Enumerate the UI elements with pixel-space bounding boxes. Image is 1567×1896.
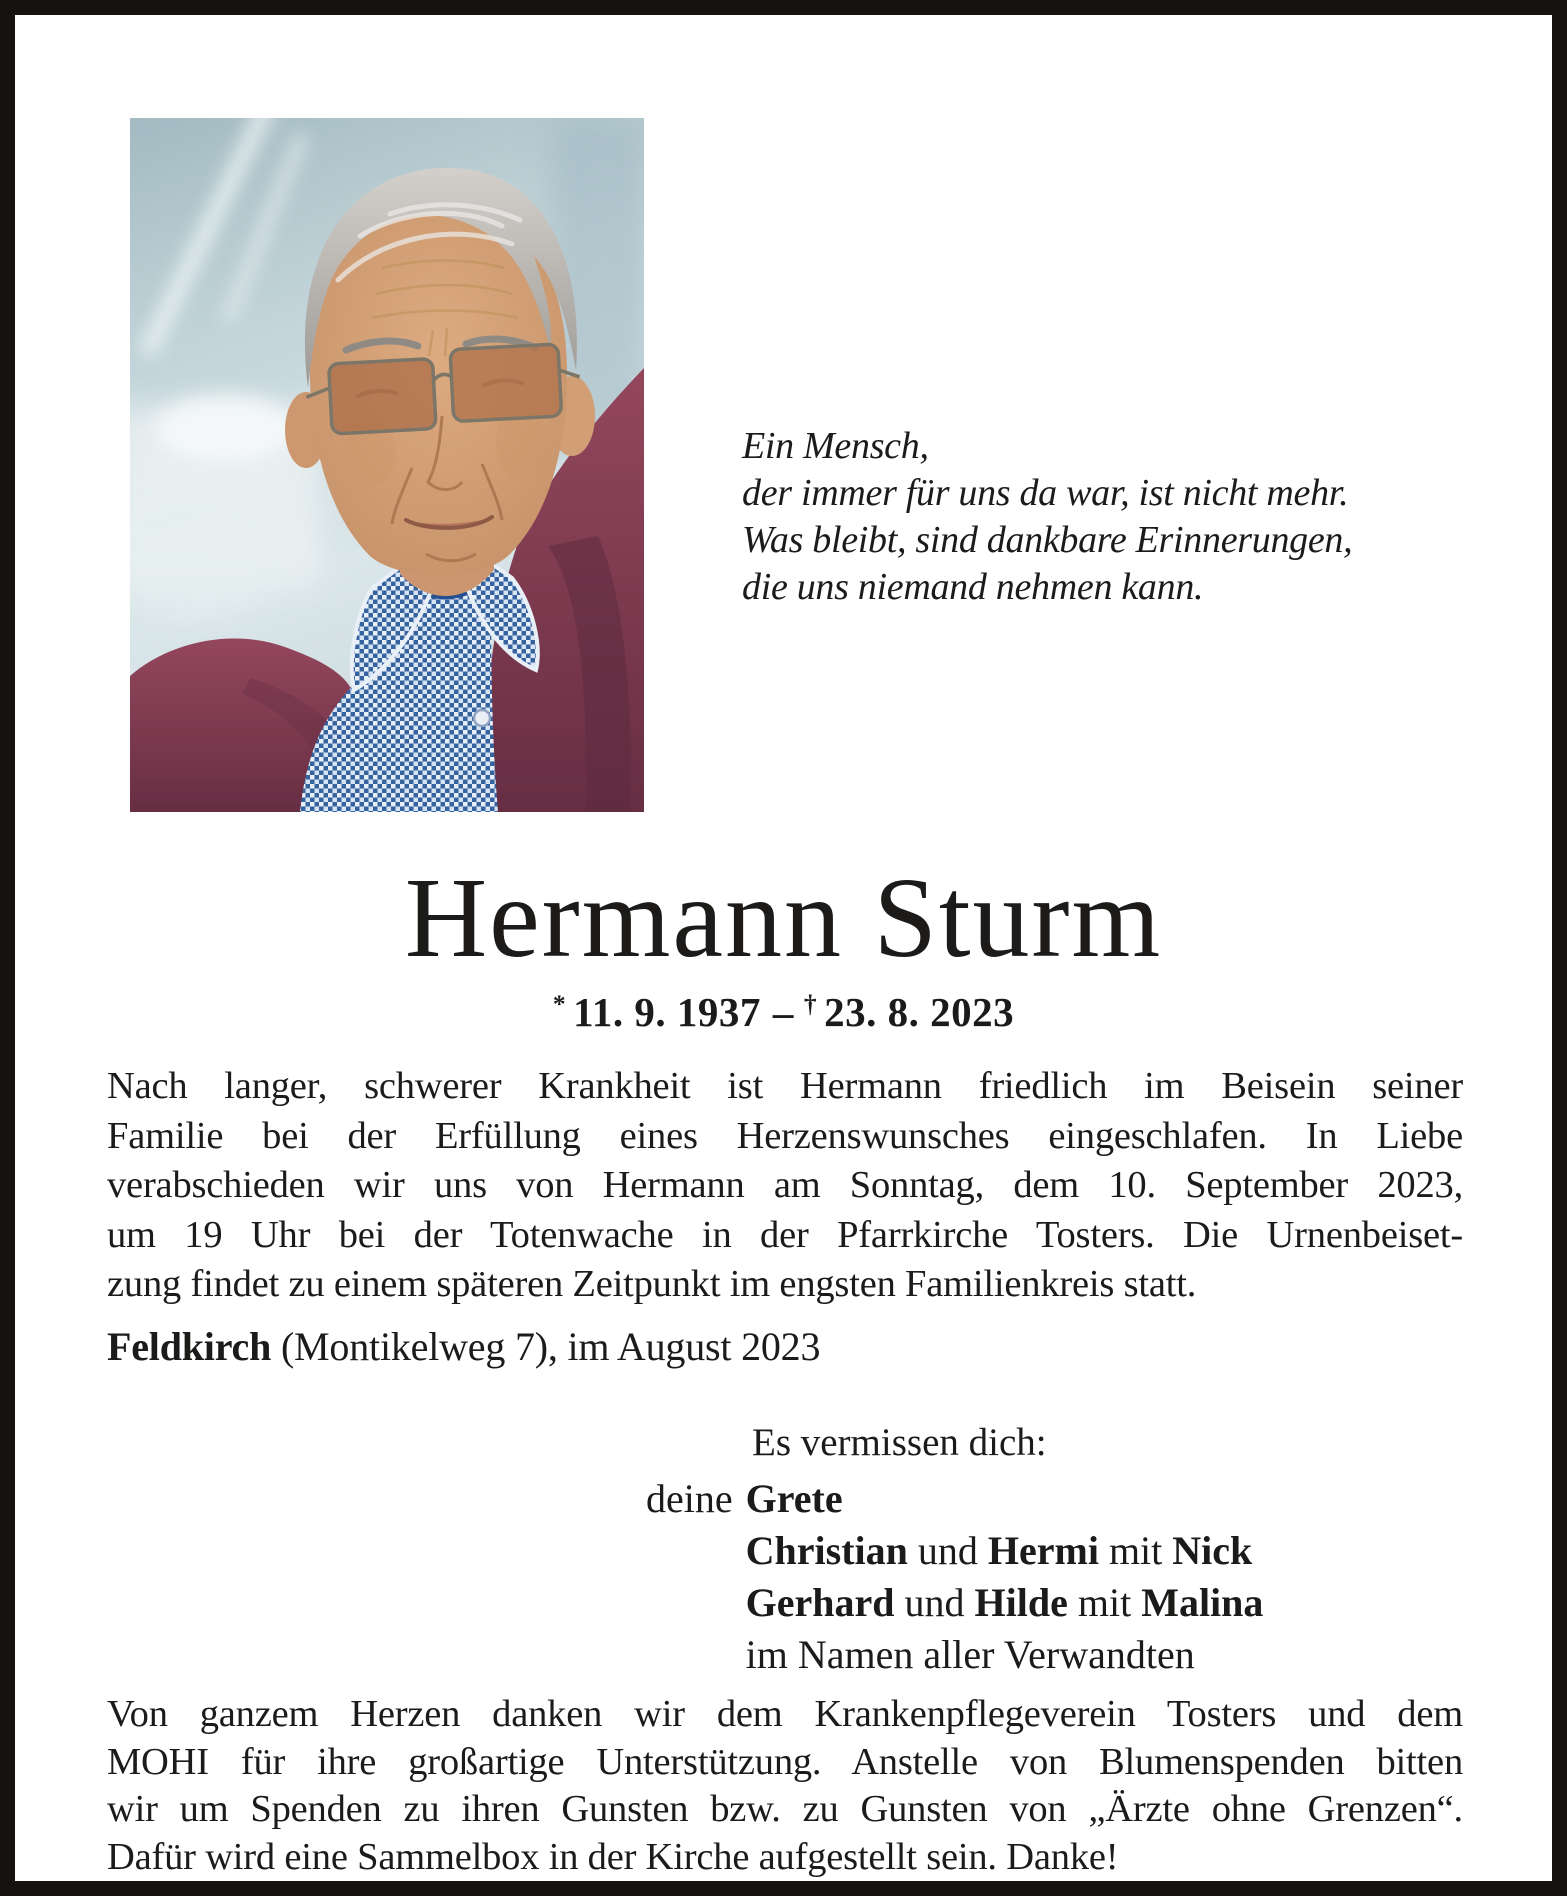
mourners-list bbox=[646, 1473, 1263, 1681]
text-line: der immer für uns da war, ist nicht mehr. bbox=[742, 472, 1349, 514]
text-line: wir um Spenden zu ihren Gunsten bzw. zu Gunsten von „Ärzte ohne Grenzen“. bbox=[107, 1788, 1463, 1830]
birth-date: 11. 9. 1937 bbox=[573, 989, 761, 1035]
death-cross-symbol: † bbox=[803, 990, 818, 1018]
text-segment: (Montikelweg 7), im August 2023 bbox=[271, 1324, 821, 1369]
portrait-illustration bbox=[130, 118, 644, 812]
text-line: MOHI für ihre großartige Unterstützung. Anstelle von Blumenspenden bitten bbox=[107, 1740, 1463, 1783]
death-date: 23. 8. 2023 bbox=[824, 989, 1015, 1035]
birth-star-symbol: * bbox=[552, 990, 567, 1018]
text-line: zung findet zu einem späteren Zeitpunkt im engsten Familienkreis statt. bbox=[107, 1263, 1197, 1305]
text-line: Dafür wird eine Sammelbox in der Kirche aufgestellt sein. Danke! bbox=[107, 1835, 1119, 1878]
place-date-line bbox=[107, 1323, 820, 1370]
mourners-heading: Es vermissen dich: bbox=[752, 1421, 1047, 1464]
text-line: Was bleibt, sind dankbare Erinnerungen, bbox=[742, 519, 1353, 561]
life-dates bbox=[15, 988, 1552, 1036]
thanks-paragraph bbox=[107, 1691, 1463, 1881]
text-line: um 19 Uhr bei der Totenwache in der Pfarrkirche Tosters. Die Urnenbeiset- bbox=[107, 1213, 1463, 1256]
announcement-paragraph bbox=[107, 1062, 1463, 1310]
text-line: Gerhard und Hilde mit Malina bbox=[745, 1580, 1264, 1625]
mourners-prefix: deine bbox=[646, 1476, 733, 1521]
portrait-photo bbox=[130, 118, 644, 812]
text-line: Familie bei der Erfüllung eines Herzenswunsches eingeschlafen. In Liebe bbox=[107, 1114, 1463, 1157]
text-line: Christian und Hermi mit Nick bbox=[745, 1528, 1253, 1573]
mourners-names bbox=[746, 1473, 1264, 1681]
memorial-quote bbox=[742, 423, 1352, 611]
text-segment: Feldkirch bbox=[107, 1324, 272, 1369]
text-line: Ein Mensch, bbox=[742, 425, 929, 467]
text-line: verabschieden wir uns von Hermann am Sonntag, dem 10. September 2023, bbox=[107, 1164, 1463, 1206]
text-line: im Namen aller Verwandten bbox=[745, 1632, 1195, 1677]
deceased-name: Hermann Sturm bbox=[404, 854, 1163, 981]
text-line: Nach langer, schwerer Krankheit ist Hermann friedlich im Beisein seiner bbox=[107, 1065, 1463, 1107]
text-line: Von ganzem Herzen danken wir dem Krankenpflegeverein Tosters und dem bbox=[107, 1693, 1463, 1735]
text-line: Grete bbox=[745, 1476, 843, 1521]
text-line: die uns niemand nehmen kann. bbox=[742, 566, 1204, 608]
dates-separator: – bbox=[772, 989, 794, 1035]
